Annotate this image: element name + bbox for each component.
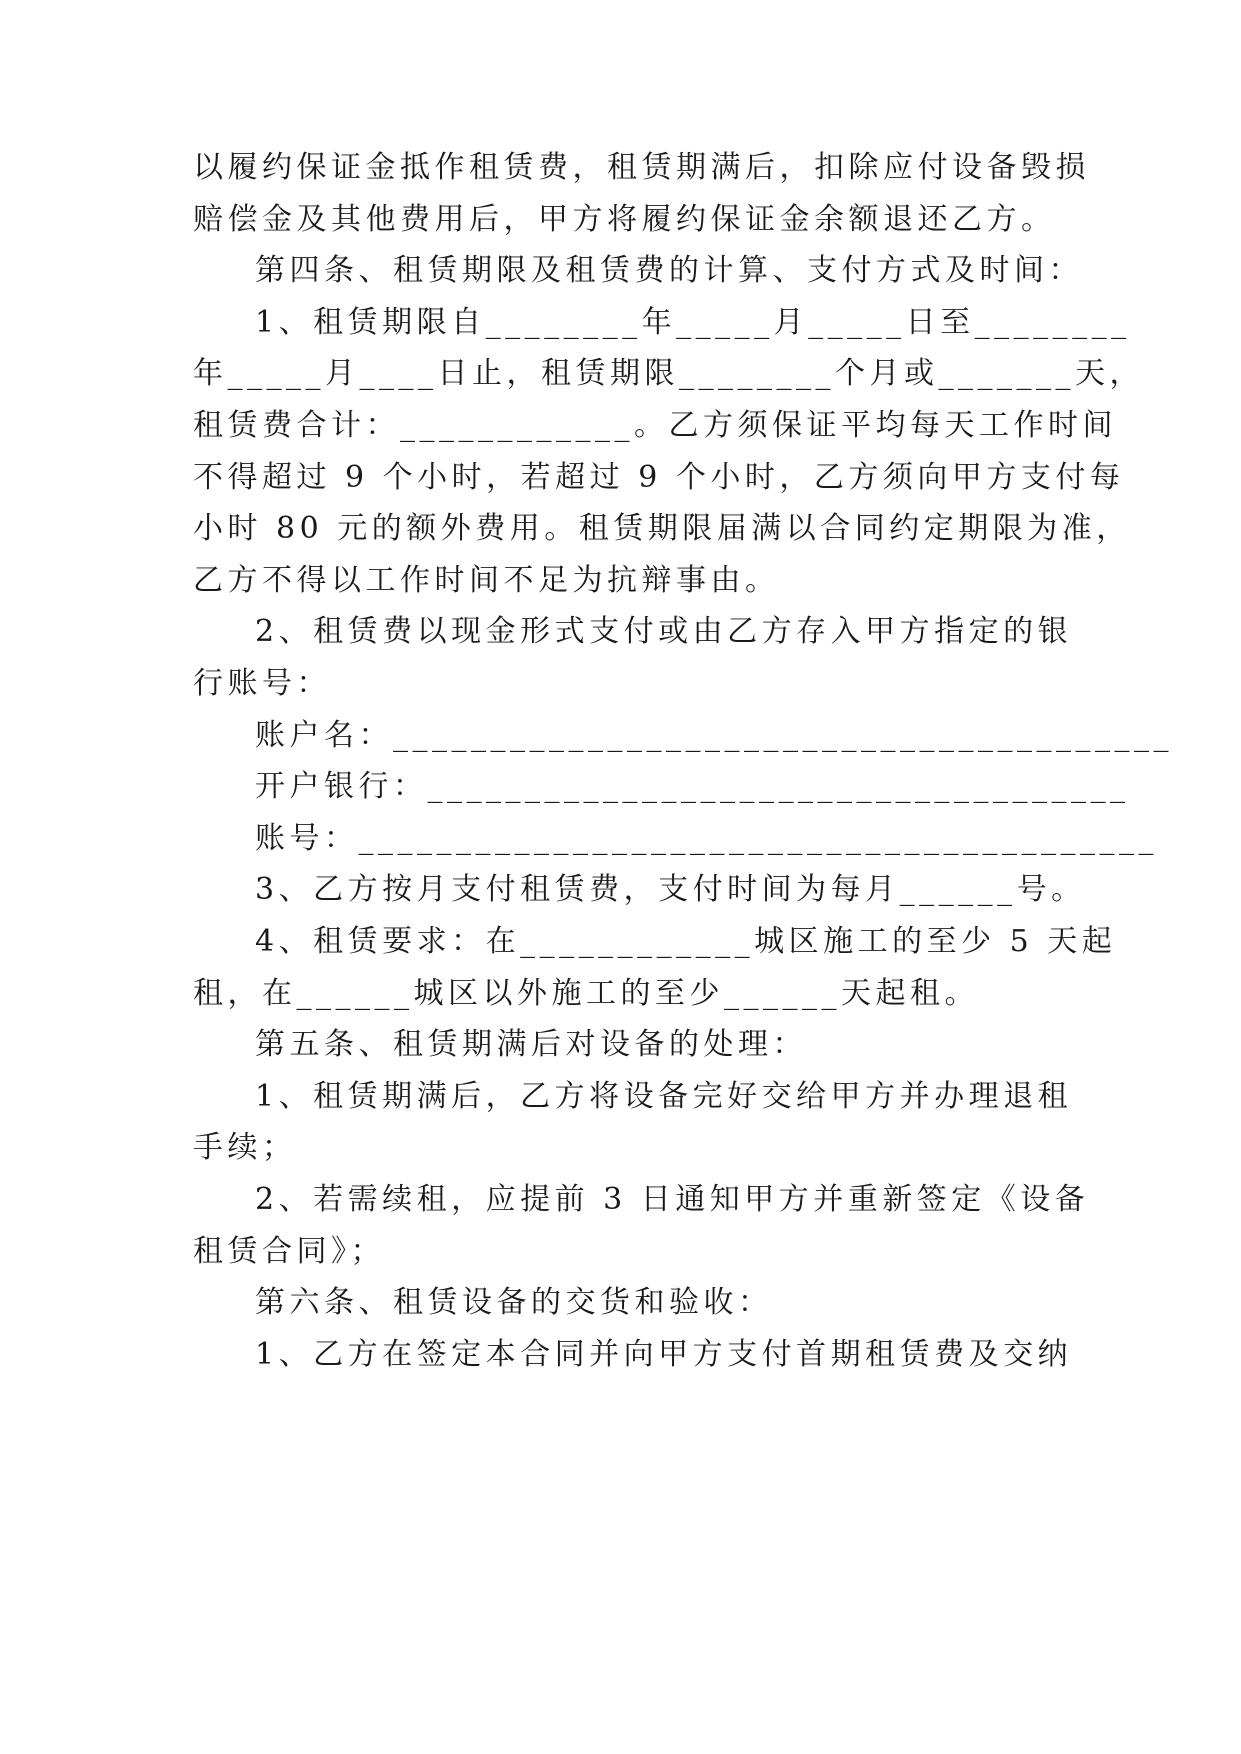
- text-line: 年_____月____日止，租赁期限________个月或_______天，: [193, 356, 1144, 391]
- text-line: 2、租赁费以现金形式支付或由乙方存入甲方指定的银: [255, 614, 1073, 649]
- text-line: 1、租赁期满后，乙方将设备完好交给甲方并办理退租: [255, 1079, 1073, 1114]
- account-number-field: 账号：_________________________________________: [255, 821, 1158, 856]
- text-line: 3、乙方按月支付租赁费，支付时间为每月______号。: [255, 872, 1086, 907]
- text-line: 2、若需续租，应提前 3 日通知甲方并重新签定《设备: [255, 1182, 1090, 1217]
- bank-field: 开户银行：____________________________________: [255, 769, 1130, 804]
- section-heading: 第四条、租赁期限及租赁费的计算、支付方式及时间：: [255, 253, 1083, 288]
- text-line: 租赁合同》；: [193, 1234, 385, 1269]
- text-line: 4、租赁要求：在____________城区施工的至少 5 天起: [255, 924, 1117, 959]
- text-line: 手续；: [193, 1130, 297, 1165]
- text-line: 1、乙方在签定本合同并向甲方支付首期租赁费及交纳: [255, 1337, 1073, 1372]
- section-heading: 第六条、租赁设备的交货和验收：: [255, 1285, 773, 1320]
- text-line: 不得超过 9 个小时，若超过 9 个小时，乙方须向甲方支付每: [193, 460, 1125, 495]
- section-heading: 第五条、租赁期满后对设备的处理：: [255, 1027, 807, 1062]
- text-line: 小时 80 元的额外费用。租赁期限届满以合同约定期限为准，: [193, 511, 1131, 546]
- text-line: 租，在______城区以外施工的至少______天起租。: [193, 976, 979, 1011]
- text-line: 以履约保证金抵作租赁费，租赁期满后，扣除应付设备毁损: [193, 150, 1090, 185]
- text-line: 1、租赁期限自________年_____月_____日至________: [255, 305, 1131, 340]
- account-name-field: 账户名：________________________________________: [255, 718, 1173, 753]
- text-line: 租赁费合计：____________。乙方须保证平均每天工作时间: [193, 408, 1117, 443]
- text-line: 行账号：: [193, 666, 331, 701]
- text-line: 赔偿金及其他费用后，甲方将履约保证金余额退还乙方。: [193, 202, 1056, 237]
- text-line: 乙方不得以工作时间不足为抗辩事由。: [193, 563, 780, 598]
